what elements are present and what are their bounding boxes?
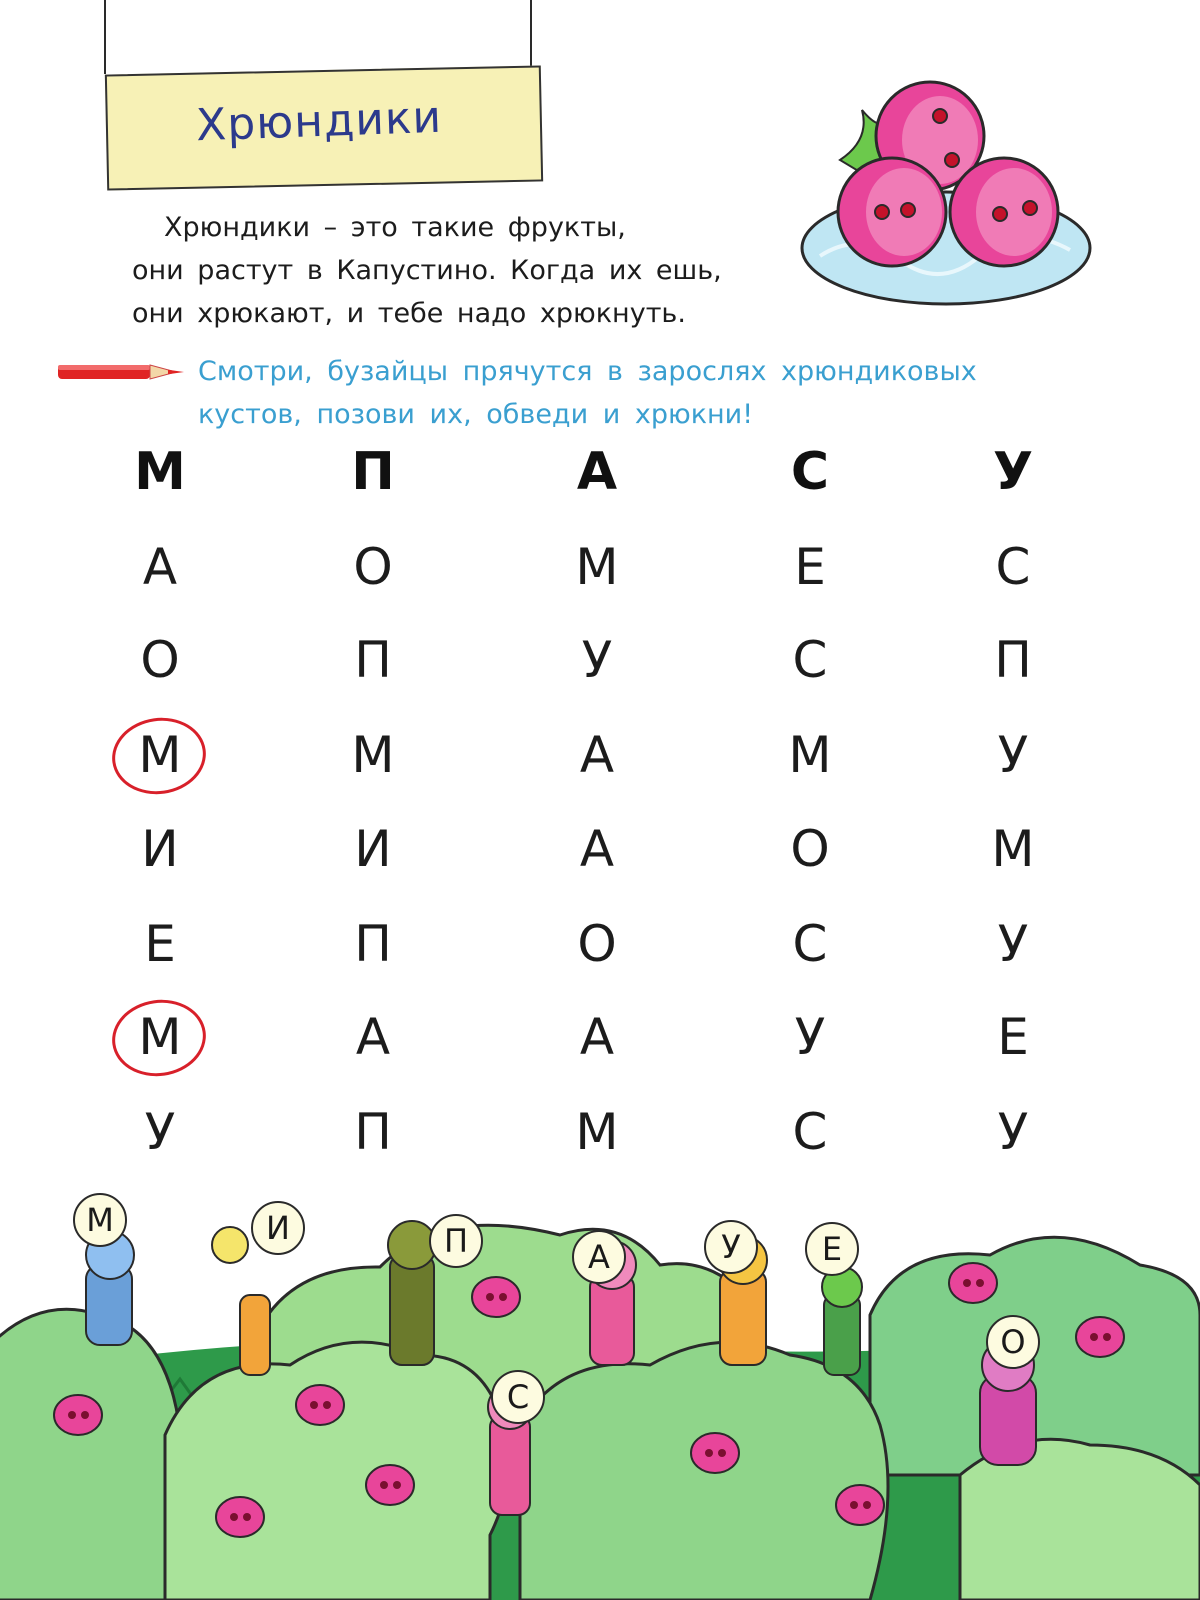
- circle-mark: [107, 712, 211, 800]
- grid-letter[interactable]: С: [792, 1103, 828, 1161]
- grid-letter[interactable]: О: [790, 820, 830, 878]
- grid-letter[interactable]: М: [351, 726, 395, 784]
- grid-letter[interactable]: А: [579, 1008, 615, 1066]
- instruction-line: Смотри, бузайцы прячутся в зарослях хрюндиковых: [198, 356, 977, 387]
- grid-letter[interactable]: М: [115, 997, 205, 1077]
- grid-letter[interactable]: У: [144, 1103, 176, 1161]
- grid-letter[interactable]: И: [354, 820, 392, 878]
- column-header-letter: П: [351, 442, 395, 502]
- bubble-letter: М: [86, 1201, 114, 1239]
- intro-line: они хрюкают, и тебе надо хрюкнуть.: [132, 298, 686, 329]
- grid-letter[interactable]: П: [354, 1103, 392, 1161]
- top-frame: [104, 0, 532, 74]
- fruit-plate-illustration: [800, 80, 1100, 310]
- column-header-letter: У: [992, 442, 1034, 502]
- bubble-letter: У: [721, 1228, 741, 1266]
- grid-letter[interactable]: У: [794, 1008, 826, 1066]
- grid-letter[interactable]: П: [354, 631, 392, 689]
- grid-letter[interactable]: У: [997, 726, 1029, 784]
- grid-letter[interactable]: М: [575, 1103, 619, 1161]
- bush-scene-illustration: [0, 1175, 1200, 1600]
- grid-letter[interactable]: П: [354, 915, 392, 973]
- grid-letter[interactable]: А: [579, 726, 615, 784]
- grid-letter[interactable]: О: [353, 538, 393, 596]
- grid-letter[interactable]: Е: [794, 538, 826, 596]
- grid-letter[interactable]: О: [577, 915, 617, 973]
- column-header-letter: А: [576, 442, 618, 502]
- bubble-letter: О: [1000, 1323, 1026, 1361]
- grid-letter[interactable]: И: [141, 820, 179, 878]
- grid-letter[interactable]: Е: [144, 915, 176, 973]
- grid-letter[interactable]: У: [997, 1103, 1029, 1161]
- grid-letter[interactable]: Е: [997, 1008, 1029, 1066]
- grid-letter[interactable]: С: [995, 538, 1031, 596]
- circle-mark: [107, 994, 211, 1082]
- column-header-letter: С: [790, 442, 830, 502]
- grid-letter[interactable]: О: [140, 631, 180, 689]
- grid-letter[interactable]: А: [355, 1008, 391, 1066]
- grid-letter[interactable]: М: [788, 726, 832, 784]
- intro-text: [132, 206, 772, 335]
- grid-letter[interactable]: П: [994, 631, 1032, 689]
- grid-letter[interactable]: У: [997, 915, 1029, 973]
- intro-line: Хрюндики – это такие фрукты,: [164, 212, 626, 243]
- grid-letter[interactable]: С: [792, 631, 828, 689]
- grid-letter[interactable]: А: [142, 538, 178, 596]
- bubble-letter: П: [443, 1222, 469, 1260]
- grid-letter[interactable]: М: [575, 538, 619, 596]
- instruction-line: кустов, позови их, обведи и хрюкни!: [198, 399, 754, 430]
- bubble-letter: И: [266, 1209, 290, 1247]
- grid-letter[interactable]: С: [792, 915, 828, 973]
- grid-letter[interactable]: У: [581, 631, 613, 689]
- bubble-letter: Е: [821, 1230, 843, 1268]
- bubble-letter: А: [588, 1238, 610, 1276]
- page-title: Хрюндики: [195, 91, 443, 152]
- grid-letter[interactable]: А: [579, 820, 615, 878]
- red-pencil-icon: [58, 362, 186, 382]
- bubble-letter: С: [506, 1378, 530, 1416]
- intro-line: они растут в Капустино. Когда их ешь,: [132, 255, 722, 286]
- grid-letter[interactable]: М: [991, 820, 1035, 878]
- grid-letter[interactable]: М: [115, 715, 205, 795]
- instruction-text: [198, 350, 1058, 436]
- column-header-letter: М: [134, 442, 186, 502]
